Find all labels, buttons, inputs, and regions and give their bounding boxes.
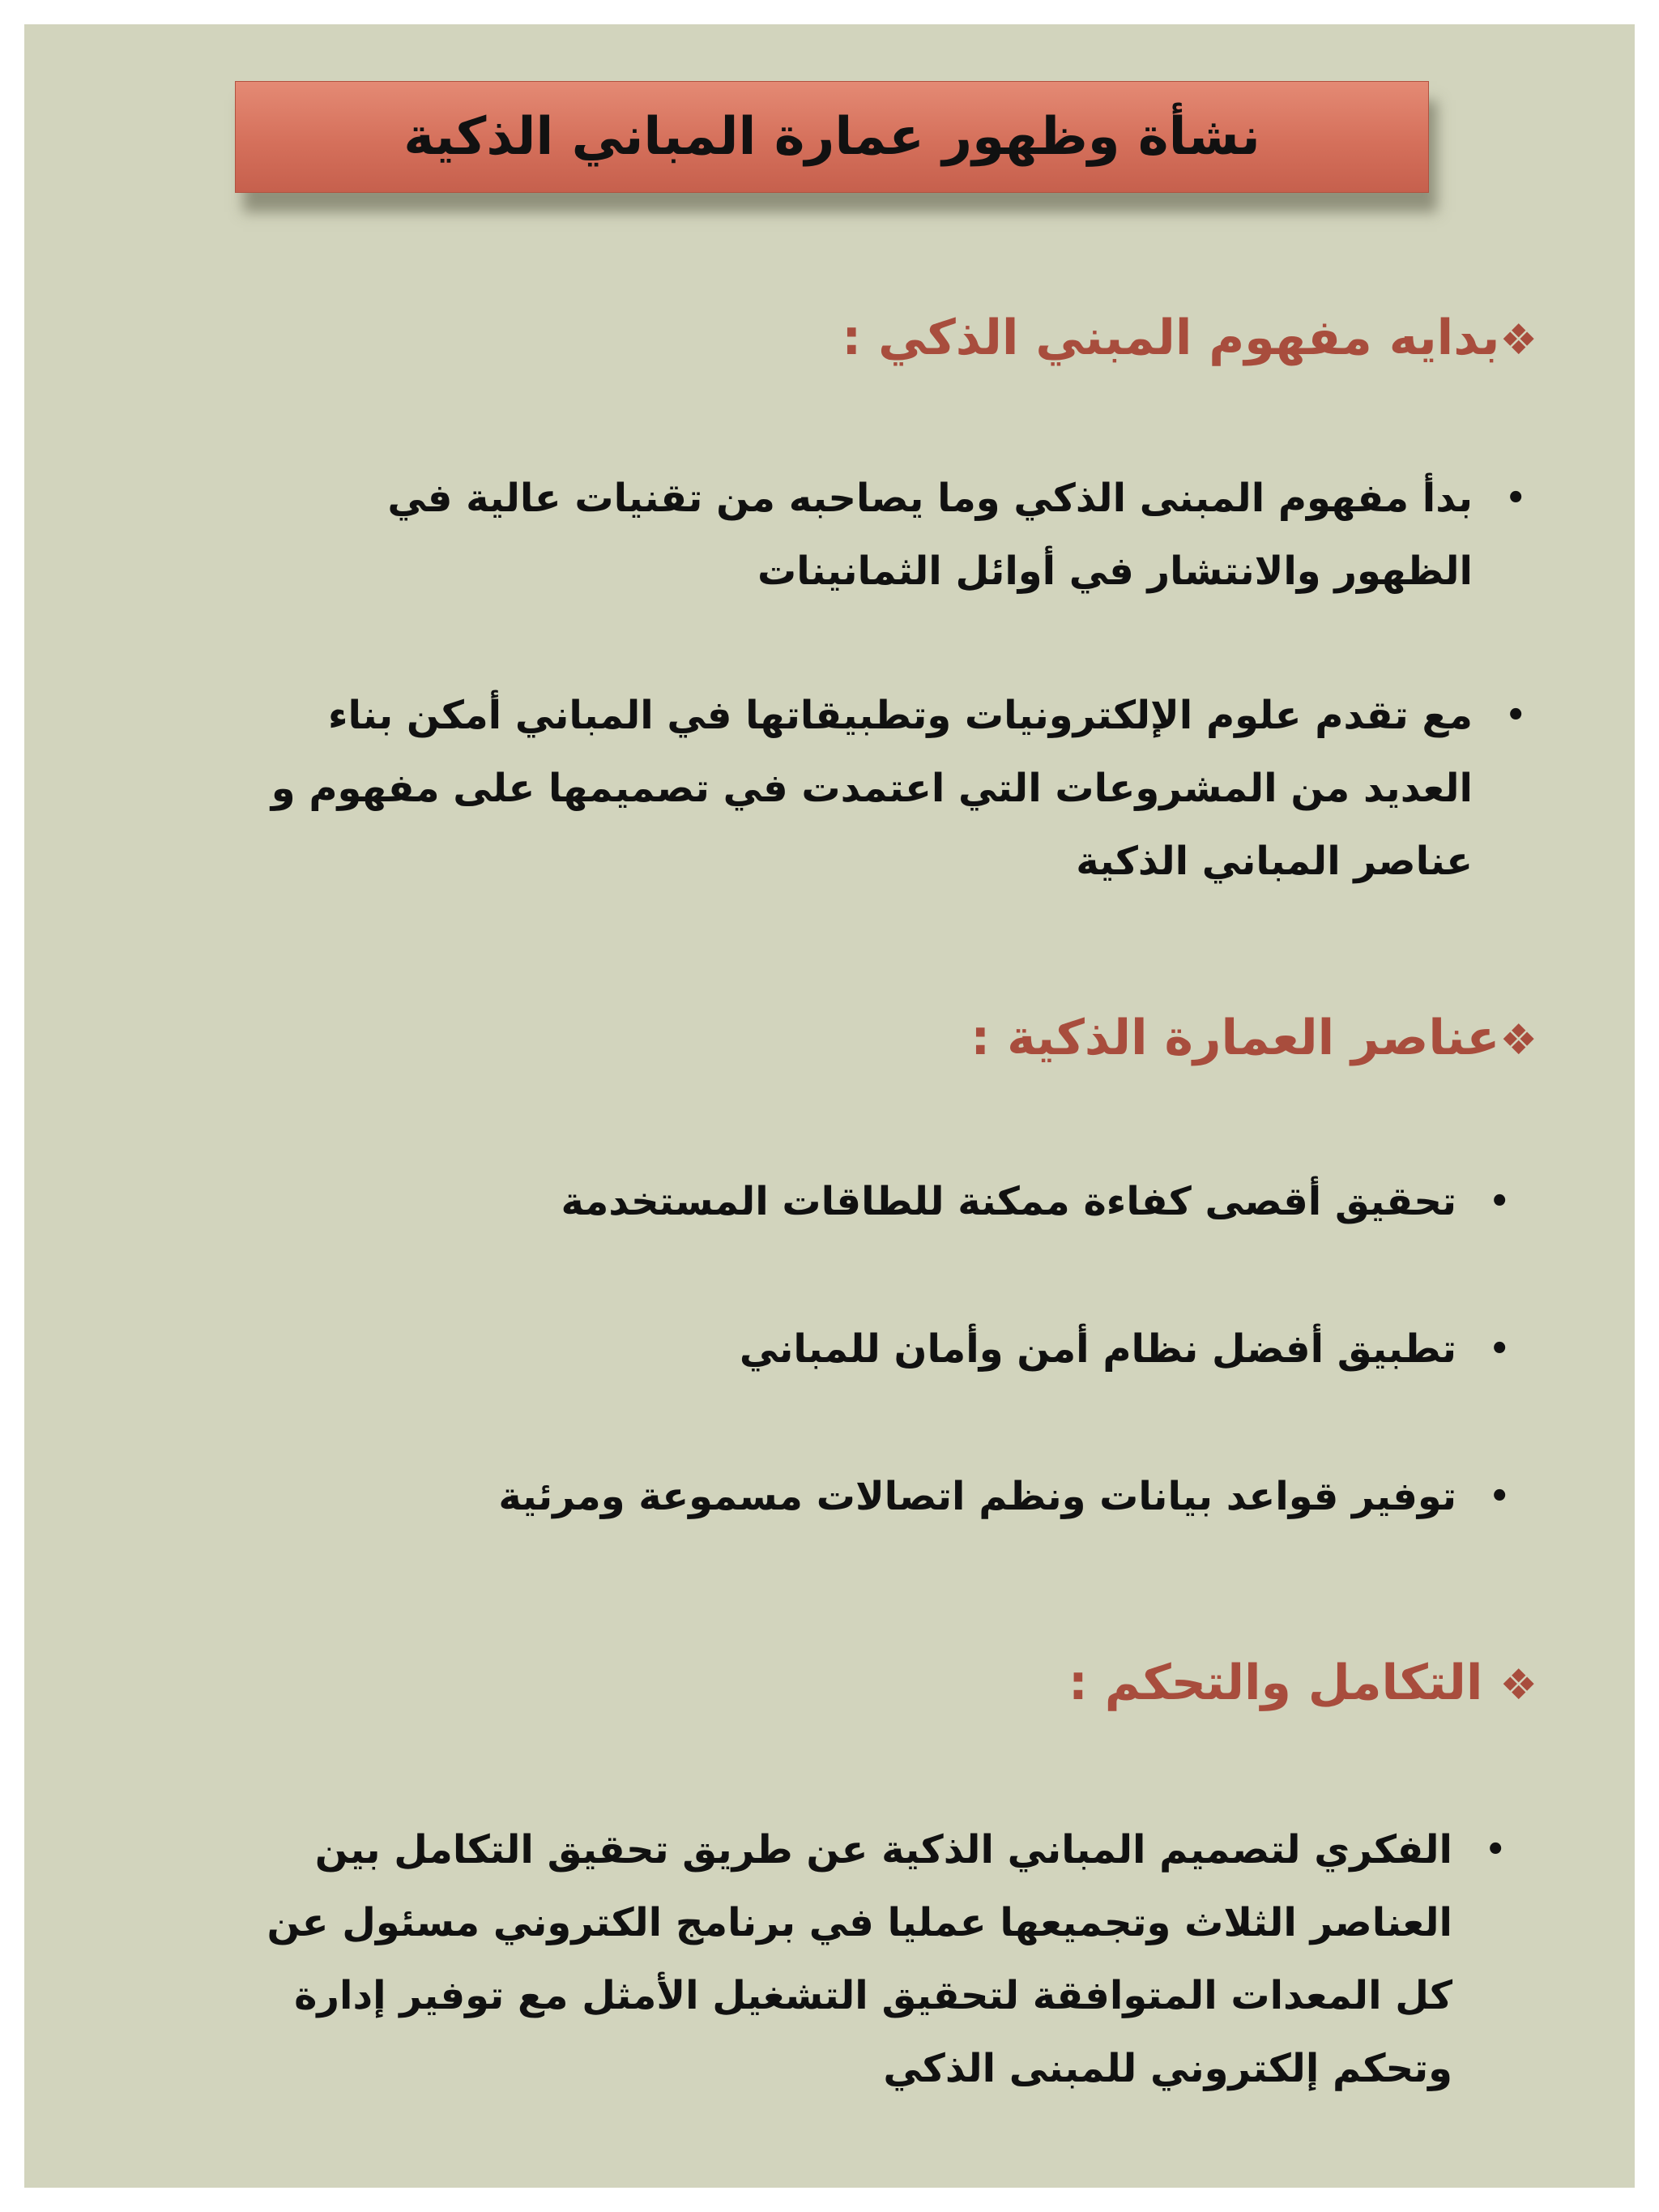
list-item bbox=[225, 1460, 1510, 1533]
diamond-bullet-icon: ❖ bbox=[1499, 316, 1537, 365]
diamond-bullet-icon: ❖ bbox=[1499, 1661, 1537, 1710]
list-item-text: بدأ مفهوم المبنى الذكي وما يصاحبه من تقنيات عالية في الظهور والانتشار في أوائل الثمانينات bbox=[387, 476, 1473, 594]
list-item-text: توفير قواعد بيانات ونظم اتصالات مسموعة ومرئية bbox=[498, 1474, 1456, 1519]
slide-page bbox=[24, 24, 1635, 2188]
list-item-text: الفكري لتصميم المباني الذكية عن طريق تحقيق التكامل بين العناصر الثلاث وتجميعها عمليا في برنامج الكتروني مسئول عن كل المعدات المتوافقة لتحقيق التشغيل الأمثل مع توفير إدارة وتحكم إلكتروني للمبنى الذكي bbox=[267, 1827, 1452, 2091]
section-heading-concept bbox=[842, 310, 1537, 366]
section-heading-integration bbox=[1068, 1655, 1537, 1711]
list-item-text: تحقيق أقصى كفاءة ممكنة للطاقات المستخدمة bbox=[561, 1179, 1456, 1224]
list-item bbox=[241, 462, 1526, 608]
bullet-dot: • bbox=[1505, 480, 1526, 517]
bullet-dot: • bbox=[1489, 1183, 1510, 1220]
list-item-text: تطبيق أفضل نظام أمن وأمان للمباني bbox=[739, 1326, 1456, 1372]
list-item bbox=[225, 679, 1526, 898]
section-heading-text: بدايه مفهوم المبني الذكي : bbox=[842, 310, 1500, 366]
section-heading-elements bbox=[970, 1010, 1537, 1066]
list-item bbox=[225, 1165, 1510, 1238]
bullet-dot: • bbox=[1505, 697, 1526, 734]
bullet-dot: • bbox=[1485, 1831, 1506, 1868]
diamond-bullet-icon: ❖ bbox=[1499, 1016, 1537, 1065]
section-heading-text: التكامل والتحكم : bbox=[1068, 1655, 1500, 1711]
title-banner bbox=[235, 81, 1429, 193]
section-heading-text: عناصر العمارة الذكية : bbox=[970, 1010, 1500, 1066]
list-item-text: مع تقدم علوم الإلكترونيات وتطبيقاتها في المباني أمكن بناء العديد من المشروعات التي اعتمدت في تصميمها على مفهوم و عناصر المباني الذكية bbox=[271, 693, 1473, 884]
bullet-dot: • bbox=[1489, 1478, 1510, 1515]
list-item bbox=[221, 1813, 1506, 2105]
page-title: نشأة وظهور عمارة المباني الذكية bbox=[403, 107, 1260, 167]
bullet-dot: • bbox=[1489, 1330, 1510, 1368]
list-item bbox=[225, 1313, 1510, 1386]
